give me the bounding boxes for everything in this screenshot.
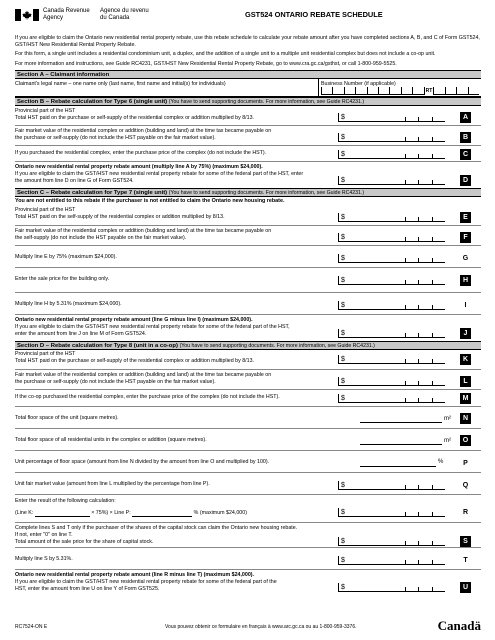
line-l-input[interactable]: $ xyxy=(338,377,445,386)
form-title: GST524 ONTARIO REBATE SCHEDULE xyxy=(245,10,383,19)
line-p-letter: P xyxy=(463,460,468,468)
line-l-letter: L xyxy=(460,376,471,387)
line-a-input[interactable]: $ xyxy=(338,113,445,122)
formula-line-p-input[interactable] xyxy=(132,511,192,517)
m2-unit: m² xyxy=(444,438,451,445)
line-o-row: Total floor space of all residential units in the complex or addition (square metres). m² O xyxy=(15,429,481,451)
line-d-letter: D xyxy=(460,175,471,186)
line-i-input[interactable]: $ xyxy=(338,301,445,310)
claimant-name-label: Claimant's legal name – one name only (last name, first name and initial(s) for individuals) xyxy=(15,81,226,88)
line-s-input[interactable]: $ xyxy=(338,537,445,546)
line-e-input[interactable]: $ xyxy=(338,213,445,222)
line-g-letter: G xyxy=(462,255,469,263)
formula-line-k-input[interactable] xyxy=(35,511,90,517)
rt-label: RT xyxy=(425,88,433,95)
line-u-input[interactable]: $ xyxy=(338,583,445,592)
line-m-input[interactable]: $ xyxy=(338,394,445,403)
line-p-row: Unit percentage of floor space (amount from line N divided by the amount from line O and multiplied by 100). % P xyxy=(15,451,481,473)
line-j-letter: J xyxy=(460,328,471,339)
line-f-row: Fair market value of the residential complex or addition (building and land) at the time tax became payable on the self-supply (do not include the HST payable on the fair market value). $ F xyxy=(15,226,481,246)
line-r-input[interactable]: $ xyxy=(338,508,445,517)
line-p-input[interactable] xyxy=(360,458,436,467)
line-m-row: If the co-op purchased the residential complex, enter the purchase price of the complex (do not include the HST). $ M xyxy=(15,390,481,407)
line-f-letter: F xyxy=(460,232,471,243)
line-h-input[interactable]: $ xyxy=(338,276,445,285)
line-b-row: Fair market value of the residential complex or addition (building and land) at the time tax became payable on the purchase or self-supply (do not include the HST payable on the fair market value). $ B xyxy=(15,126,481,146)
line-e-letter: E xyxy=(460,212,471,223)
m2-unit: m² xyxy=(444,416,451,423)
agency-name-en: Canada Revenue Agency xyxy=(43,8,90,21)
line-q-input[interactable]: $ xyxy=(338,481,445,490)
line-l-row: Fair market value of the residential complex or addition (building and land) at the time tax became payable on the purchase or self-supply (do not include the HST payable on the fair market value). $ L xyxy=(15,370,481,390)
line-h-letter: H xyxy=(460,275,471,286)
section-a-heading: Section A – Claimant information xyxy=(15,70,481,79)
line-f-input[interactable]: $ xyxy=(338,233,445,242)
line-s-letter: S xyxy=(460,536,471,547)
line-m-letter: M xyxy=(460,393,471,404)
french-availability-note: Vous pouvez obtenir ce formulaire en français à www.arc.gc.ca ou au 1-800-959-3376. xyxy=(165,624,357,630)
canada-wordmark: Canadä xyxy=(437,618,481,634)
line-u-row: Ontario new residential rental property rebate amount (line R minus line T) (maximum $24,000). If you are eligible to claim the GST/HST new residential rental property rebate for some of the federal part of the HST, enter the amount from line U on line Y of Form GST525. $ U xyxy=(15,570,481,596)
form-footer xyxy=(15,618,481,634)
line-t-row: Multiply line S by 5.31%. $ T xyxy=(15,548,481,570)
line-k-input[interactable]: $ xyxy=(338,355,445,364)
line-q-letter: Q xyxy=(462,482,469,490)
section-b-heading: Section B – Rebate calculation for Type 6 (single unit) (You have to send supporting documents. For more information, see Guide RC4231.) xyxy=(15,97,481,106)
line-a-row: Provincial part of the HST Total HST paid on the purchase or self-supply of the residential complex or addition multiplied by 8/13. $ A xyxy=(15,106,481,126)
form-code: RC7524-ON E xyxy=(15,624,48,630)
line-d-input[interactable]: $ xyxy=(338,176,445,185)
line-g-row: Multiply line E by 75% (maximum $24,000). $ G xyxy=(15,246,481,268)
percent-unit: % xyxy=(438,459,444,466)
form-page xyxy=(15,6,481,634)
line-n-row: Total floor space of the unit (square metres). m² N xyxy=(15,407,481,429)
line-o-letter: O xyxy=(460,435,471,446)
agency-name-fr: Agence du revenu du Canada xyxy=(100,8,149,21)
claimant-info-row xyxy=(15,79,481,97)
line-i-letter: I xyxy=(464,302,467,310)
line-h-row: Enter the sale price for the building only. $ H xyxy=(15,268,481,293)
line-t-input[interactable]: $ xyxy=(338,556,445,565)
line-a-letter: A xyxy=(460,112,471,123)
line-g-input[interactable]: $ xyxy=(338,254,445,263)
line-c-input[interactable]: $ xyxy=(338,150,445,159)
line-t-letter: T xyxy=(463,557,468,565)
form-header xyxy=(15,6,481,35)
line-o-input[interactable] xyxy=(360,436,442,445)
line-n-letter: N xyxy=(460,413,471,424)
section-c-warning: You are not entitled to this rebate if the purchaser is not entitled to claim the Ontario new housing rebate. xyxy=(15,198,285,205)
line-q-row: Unit fair market value (amount from line L multiplied by the percentage from line P). $ Q xyxy=(15,473,481,495)
line-j-input[interactable]: $ xyxy=(338,329,445,338)
line-j-row: Ontario new residential rental property rebate amount (line G minus line I) (maximum $24,000). If you are eligible to claim the GST/HST new residential rental property rebate for some of the federal part of the HST, enter the amount from line J on line M of Form GST524. $ J xyxy=(15,315,481,341)
line-d-row: Ontario new residential rental property rebate amount (multiply line A by 75%) (maximum $24,000). If you are eligible to claim the GST/HST new residential rental property rebate for some of the federal part of the HST, enter the amount from line D on line G of Form GST524. $ D xyxy=(15,162,481,188)
line-n-input[interactable] xyxy=(360,414,442,423)
line-c-letter: C xyxy=(460,149,471,160)
line-e-row: Provincial part of the HST Total HST paid on the self-supply of the residential complex or addition multiplied by 8/13. $ E xyxy=(15,206,481,226)
line-k-row: Provincial part of the HST Total HST paid on the purchase or self-supply of the residential complex or addition multiplied by 8/13. $ K xyxy=(15,350,481,370)
line-k-letter: K xyxy=(460,354,471,365)
line-i-row: Multiply line H by 5.31% (maximum $24,000). $ I xyxy=(15,293,481,315)
section-d-heading: Section D – Rebate calculation for Type 8 (unit in a co-op) (You have to send supporting documents. For more information, see Guide RC4231.) xyxy=(15,341,481,350)
intro-text: If you are eligible to claim the Ontario new residential rental property rebate, use this rebate schedule to calculate your rebate amount after you have completed sections A, B, and C of Form GST524, GST/HST New Residential Rental Property Rebate. For this form, a single unit includes a residential condominium unit, a duplex, and the addition of a single unit to a multiple unit residential complex but does not include a co-op unit. For more information and instructions, see Guide RC4231, GST/HST New Residential Rental Property Rebate, go to www.cra.gc.ca/gsthst, or call 1-800-959-5525. xyxy=(15,35,480,67)
line-b-input[interactable]: $ xyxy=(338,133,445,142)
section-c-heading: Section C – Rebate calculation for Type 7 (single unit) (You have to send supporting documents. For more information, see Guide RC4231.) xyxy=(15,188,481,197)
canada-flag-icon xyxy=(15,9,39,21)
line-s-row: Complete lines S and T only if the purchaser of the shares of the capital stock can claim the Ontario new housing rebate. If not, enter "0" on line T. Total amount of the sale price for the share of capital stock. $ S xyxy=(15,523,481,548)
business-number-field[interactable]: Business Number (if applicable) RT xyxy=(318,79,481,96)
line-b-letter: B xyxy=(460,132,471,143)
line-c-row: If you purchased the residential complex, enter the purchase price of the complex (do not include the HST). $ C xyxy=(15,146,481,162)
line-r-row: Enter the result of the following calculation: (Line K: × 75%) × Line P: % (maximum $24,000) $ R xyxy=(15,495,481,523)
line-u-letter: U xyxy=(460,582,471,593)
line-r-letter: R xyxy=(462,509,469,517)
